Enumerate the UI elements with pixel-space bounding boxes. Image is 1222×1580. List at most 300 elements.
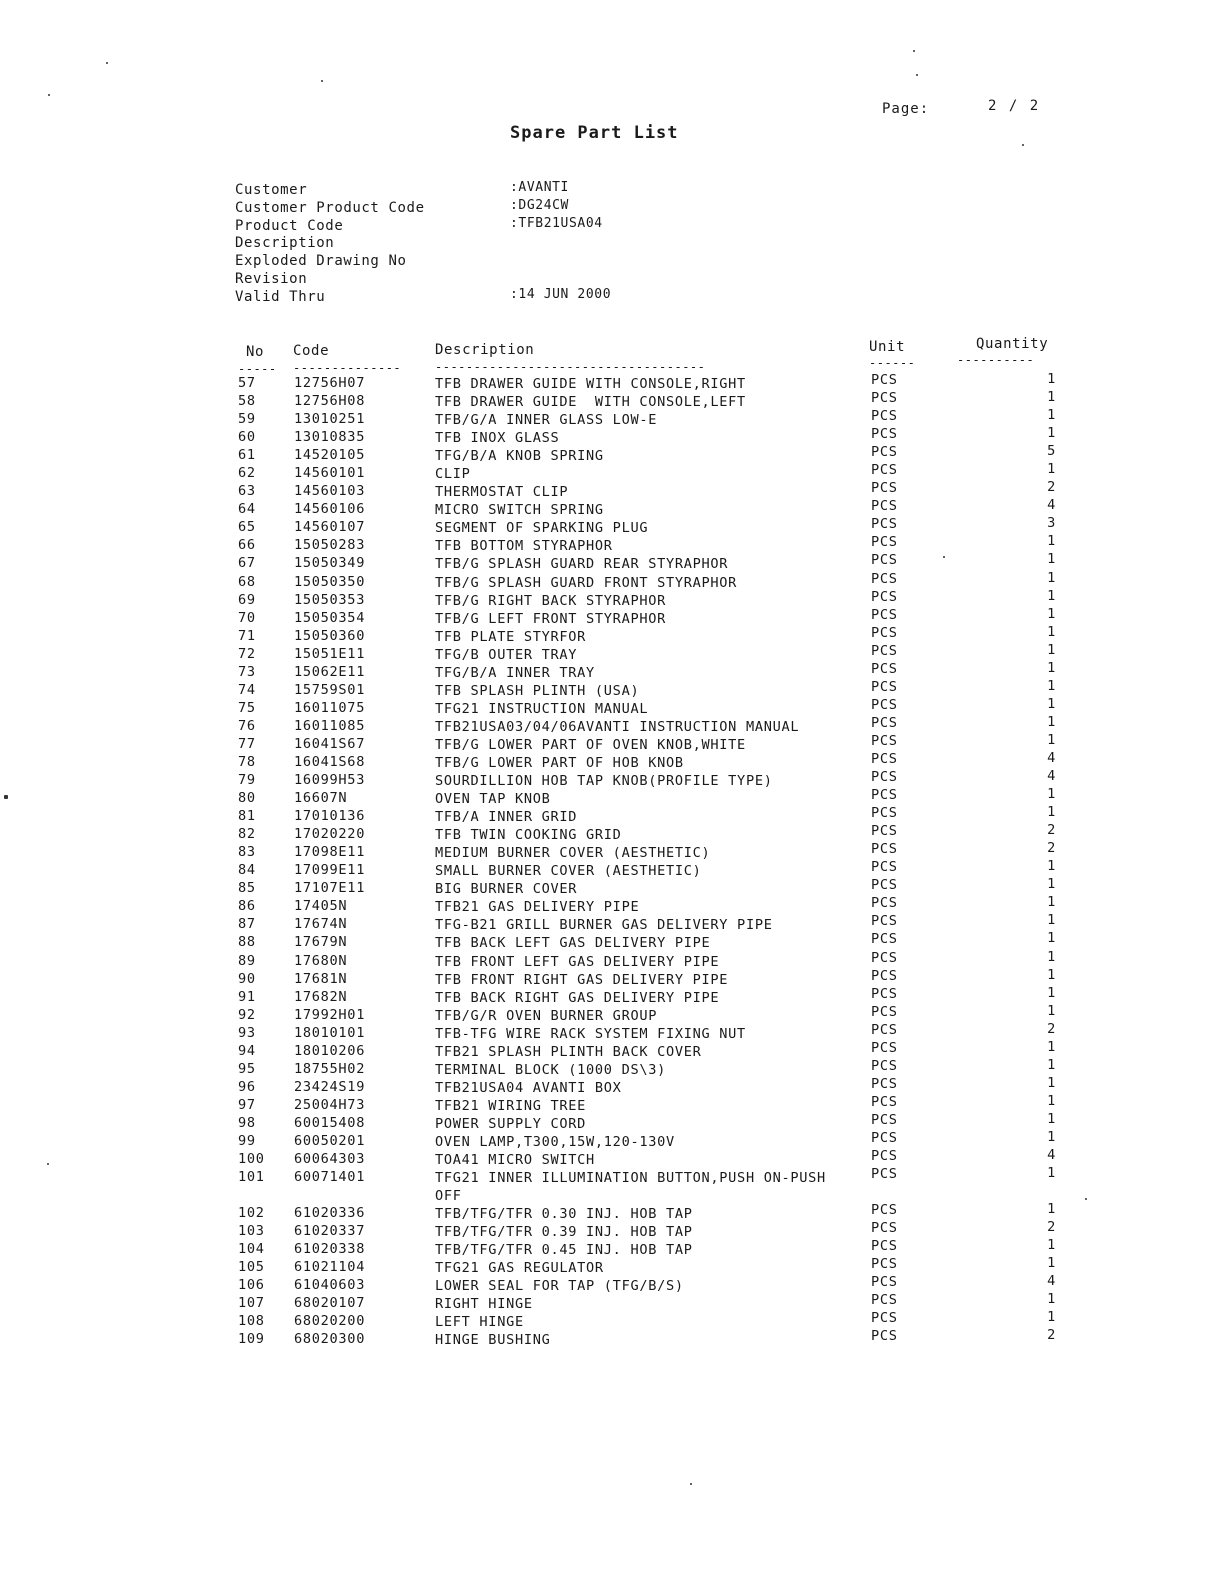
scan-speck bbox=[106, 62, 108, 64]
part-number: 101 bbox=[238, 1169, 265, 1186]
part-number: 105 bbox=[238, 1259, 265, 1276]
part-description: TFB/G/R OVEN BURNER GROUP bbox=[435, 1007, 658, 1024]
part-code: 15051E11 bbox=[294, 645, 366, 662]
part-unit: PCS bbox=[871, 877, 898, 894]
part-code: 61021104 bbox=[294, 1259, 366, 1276]
part-quantity: 1 bbox=[1047, 876, 1056, 893]
part-quantity: 1 bbox=[1047, 1201, 1056, 1218]
part-description: POWER SUPPLY CORD bbox=[435, 1115, 587, 1132]
column-header-no: No bbox=[246, 344, 265, 360]
part-description: TFB/TFG/TFR 0.39 INJ. HOB TAP bbox=[435, 1224, 693, 1241]
part-description: TFB/G RIGHT BACK STYRAPHOR bbox=[435, 592, 666, 609]
part-number: 62 bbox=[238, 465, 256, 482]
header-label: Description bbox=[235, 235, 335, 252]
part-code: 16011075 bbox=[294, 699, 366, 716]
part-number: 86 bbox=[238, 898, 256, 915]
header-rule-no: ----- bbox=[238, 362, 277, 376]
part-unit: PCS bbox=[871, 372, 898, 388]
part-unit: PCS bbox=[871, 1310, 898, 1327]
part-quantity: 4 bbox=[1047, 749, 1056, 766]
part-quantity: 1 bbox=[1047, 894, 1056, 911]
part-quantity: 1 bbox=[1047, 1128, 1056, 1145]
part-code: 18010101 bbox=[294, 1024, 366, 1041]
part-code: 25004H73 bbox=[294, 1096, 366, 1113]
part-unit: PCS bbox=[871, 642, 898, 659]
part-unit: PCS bbox=[871, 426, 898, 443]
part-quantity: 2 bbox=[1047, 479, 1056, 496]
column-header-code: Code bbox=[293, 343, 330, 359]
header-rule-unit: ------ bbox=[869, 356, 916, 370]
part-description: TFB DRAWER GUIDE WITH CONSOLE,LEFT bbox=[435, 394, 746, 411]
part-unit: PCS bbox=[871, 1148, 898, 1165]
part-description: TFB TWIN COOKING GRID bbox=[435, 827, 622, 844]
part-unit: PCS bbox=[871, 1093, 898, 1110]
part-description: TERMINAL BLOCK (1000 DS\3) bbox=[435, 1061, 666, 1078]
part-quantity: 1 bbox=[1047, 371, 1056, 387]
part-quantity: 1 bbox=[1047, 713, 1056, 730]
part-number: 100 bbox=[238, 1151, 265, 1168]
part-number: 87 bbox=[238, 916, 256, 933]
part-quantity: 4 bbox=[1047, 768, 1056, 785]
part-unit: PCS bbox=[871, 1129, 898, 1146]
part-code: 17405N bbox=[294, 898, 348, 915]
header-value: :14 JUN 2000 bbox=[510, 286, 612, 302]
part-quantity: 1 bbox=[1047, 641, 1056, 658]
part-code: 17674N bbox=[294, 916, 348, 933]
part-description: TFB FRONT LEFT GAS DELIVERY PIPE bbox=[435, 953, 720, 970]
part-quantity: 1 bbox=[1047, 1092, 1056, 1109]
part-description: TFB FRONT RIGHT GAS DELIVERY PIPE bbox=[435, 971, 729, 988]
part-code: 17020220 bbox=[294, 826, 366, 843]
part-quantity: 1 bbox=[1047, 389, 1056, 406]
part-description: RIGHT HINGE bbox=[435, 1296, 533, 1313]
part-number: 79 bbox=[238, 772, 256, 789]
part-number: 97 bbox=[238, 1096, 256, 1113]
part-description: SOURDILLION HOB TAP KNOB(PROFILE TYPE) bbox=[435, 773, 773, 790]
table-row bbox=[0, 1327, 1222, 1349]
part-quantity: 1 bbox=[1047, 587, 1056, 604]
part-number: 81 bbox=[238, 808, 256, 825]
part-description: TFB PLATE STYRFOR bbox=[435, 628, 587, 645]
part-unit: PCS bbox=[871, 588, 898, 605]
part-quantity: 1 bbox=[1047, 1110, 1056, 1127]
part-number: 69 bbox=[238, 591, 256, 608]
part-description: TFG21 INNER ILLUMINATION BUTTON,PUSH ON-PUSH OFF bbox=[435, 1170, 826, 1205]
part-code: 15050349 bbox=[294, 555, 366, 572]
part-code: 17099E11 bbox=[294, 862, 366, 879]
part-number: 72 bbox=[238, 645, 256, 662]
part-number: 99 bbox=[238, 1132, 256, 1149]
part-description: TFB BACK RIGHT GAS DELIVERY PIPE bbox=[435, 989, 720, 1006]
part-unit: PCS bbox=[871, 1292, 898, 1309]
part-unit: PCS bbox=[871, 1111, 898, 1128]
part-quantity: 1 bbox=[1047, 677, 1056, 694]
part-description: OVEN TAP KNOB bbox=[435, 791, 551, 808]
part-code: 68020200 bbox=[294, 1313, 366, 1330]
part-unit: PCS bbox=[871, 606, 898, 623]
part-quantity: 1 bbox=[1047, 425, 1056, 442]
part-quantity: 1 bbox=[1047, 1237, 1056, 1254]
part-number: 96 bbox=[238, 1078, 256, 1095]
part-quantity: 1 bbox=[1047, 1038, 1056, 1055]
part-description: TOA41 MICRO SWITCH bbox=[435, 1152, 595, 1169]
part-code: 68020300 bbox=[294, 1331, 366, 1348]
part-number: 103 bbox=[238, 1223, 265, 1240]
page-number: 2 / 2 bbox=[988, 98, 1041, 114]
part-description: SEGMENT OF SPARKING PLUG bbox=[435, 520, 649, 537]
part-code: 17682N bbox=[294, 988, 348, 1005]
part-number: 91 bbox=[238, 988, 256, 1005]
part-description: TFG/B OUTER TRAY bbox=[435, 646, 578, 663]
part-quantity: 1 bbox=[1047, 605, 1056, 622]
part-unit: PCS bbox=[871, 516, 898, 533]
part-number: 64 bbox=[238, 501, 256, 518]
part-unit: PCS bbox=[871, 1220, 898, 1237]
part-unit: PCS bbox=[871, 1274, 898, 1291]
part-unit: PCS bbox=[871, 552, 898, 569]
column-header-unit: Unit bbox=[869, 339, 906, 355]
part-description: TFB/G LOWER PART OF OVEN KNOB,WHITE bbox=[435, 736, 746, 753]
scan-speck bbox=[1085, 1198, 1087, 1200]
part-quantity: 1 bbox=[1047, 930, 1056, 947]
part-code: 60050201 bbox=[294, 1132, 366, 1149]
part-unit: PCS bbox=[871, 714, 898, 731]
part-code: 61020336 bbox=[294, 1205, 366, 1222]
column-header-quantity: Quantity bbox=[976, 336, 1049, 352]
part-unit: PCS bbox=[871, 1039, 898, 1056]
part-quantity: 4 bbox=[1047, 1147, 1056, 1164]
part-unit: PCS bbox=[871, 1021, 898, 1038]
part-quantity: 1 bbox=[1047, 1002, 1056, 1019]
part-unit: PCS bbox=[871, 1256, 898, 1273]
part-code: 68020107 bbox=[294, 1295, 366, 1312]
part-quantity: 4 bbox=[1047, 497, 1056, 514]
part-code: 14560103 bbox=[294, 483, 366, 500]
header-rule-quantity: ---------- bbox=[957, 353, 1035, 367]
part-number: 59 bbox=[238, 411, 256, 428]
part-code: 12756H07 bbox=[294, 375, 366, 391]
part-number: 71 bbox=[238, 627, 256, 644]
scan-speck bbox=[913, 50, 915, 52]
header-rule-code: -------------- bbox=[293, 361, 402, 375]
part-number: 70 bbox=[238, 609, 256, 626]
part-unit: PCS bbox=[871, 949, 898, 966]
part-description: THERMOSTAT CLIP bbox=[435, 484, 569, 501]
part-unit: PCS bbox=[871, 624, 898, 641]
part-code: 17098E11 bbox=[294, 844, 366, 861]
part-code: 60064303 bbox=[294, 1151, 366, 1168]
part-unit: PCS bbox=[871, 1003, 898, 1020]
part-quantity: 1 bbox=[1047, 623, 1056, 640]
part-number: 102 bbox=[238, 1205, 265, 1222]
part-quantity: 1 bbox=[1047, 533, 1056, 550]
part-code: 61020338 bbox=[294, 1241, 366, 1258]
part-number: 63 bbox=[238, 483, 256, 500]
part-number: 78 bbox=[238, 753, 256, 770]
part-unit: PCS bbox=[871, 805, 898, 822]
part-description: MEDIUM BURNER COVER (AESTHETIC) bbox=[435, 845, 711, 862]
part-code: 14560106 bbox=[294, 501, 366, 518]
part-description: TFB SPLASH PLINTH (USA) bbox=[435, 682, 640, 699]
part-number: 80 bbox=[238, 790, 256, 807]
part-code: 17679N bbox=[294, 934, 348, 951]
part-number: 83 bbox=[238, 844, 256, 861]
part-description: TFB/G SPLASH GUARD FRONT STYRAPHOR bbox=[435, 574, 738, 591]
part-description: TFB/G SPLASH GUARD REAR STYRAPHOR bbox=[435, 556, 729, 573]
part-unit: PCS bbox=[871, 823, 898, 840]
part-unit: PCS bbox=[871, 462, 898, 479]
part-number: 90 bbox=[238, 970, 256, 987]
part-code: 17010136 bbox=[294, 808, 366, 825]
part-description: TFB21USA03/04/06AVANTI INSTRUCTION MANUAL bbox=[435, 718, 800, 735]
header-value: :AVANTI bbox=[510, 180, 569, 195]
part-description: OVEN LAMP,T300,15W,120-130V bbox=[435, 1133, 675, 1150]
part-description: SMALL BURNER COVER (AESTHETIC) bbox=[435, 863, 702, 880]
part-number: 107 bbox=[238, 1295, 265, 1312]
part-unit: PCS bbox=[871, 408, 898, 425]
part-code: 18755H02 bbox=[294, 1060, 366, 1077]
table-row bbox=[0, 1165, 1222, 1205]
part-number: 104 bbox=[238, 1241, 265, 1258]
header-label: Customer Product Code bbox=[235, 199, 425, 216]
part-code: 16099H53 bbox=[294, 772, 366, 789]
part-code: 12756H08 bbox=[294, 393, 366, 410]
part-number: 84 bbox=[238, 862, 256, 879]
parts-table bbox=[0, 371, 1222, 1350]
part-unit: PCS bbox=[871, 1238, 898, 1255]
part-code: 16607N bbox=[294, 790, 348, 807]
scan-speck bbox=[690, 1483, 692, 1485]
part-description: TFB/G LOWER PART OF HOB KNOB bbox=[435, 754, 684, 771]
part-quantity: 1 bbox=[1047, 1165, 1056, 1182]
part-number: 106 bbox=[238, 1277, 265, 1294]
part-description: LEFT HINGE bbox=[435, 1314, 524, 1331]
header-label: Customer bbox=[235, 182, 308, 198]
part-description: TFB/G/A INNER GLASS LOW-E bbox=[435, 412, 658, 429]
part-number: 76 bbox=[238, 717, 256, 734]
part-number: 89 bbox=[238, 952, 256, 969]
part-code: 15050283 bbox=[294, 537, 366, 554]
part-unit: PCS bbox=[871, 660, 898, 677]
part-quantity: 2 bbox=[1047, 840, 1056, 857]
part-quantity: 1 bbox=[1047, 1056, 1056, 1073]
part-unit: PCS bbox=[871, 787, 898, 804]
header-rule-description: ----------------------------------- bbox=[435, 360, 706, 374]
part-number: 67 bbox=[238, 555, 256, 572]
part-unit: PCS bbox=[871, 732, 898, 749]
part-number: 57 bbox=[238, 375, 256, 391]
part-quantity: 5 bbox=[1047, 443, 1056, 460]
part-code: 16041S68 bbox=[294, 753, 366, 770]
part-unit: PCS bbox=[871, 985, 898, 1002]
part-quantity: 1 bbox=[1047, 912, 1056, 929]
part-description: TFB21 GAS DELIVERY PIPE bbox=[435, 899, 640, 916]
part-unit: PCS bbox=[871, 895, 898, 912]
part-code: 16041S67 bbox=[294, 735, 366, 752]
part-code: 23424S19 bbox=[294, 1078, 366, 1095]
part-quantity: 1 bbox=[1047, 1255, 1056, 1272]
part-unit: PCS bbox=[871, 769, 898, 786]
part-code: 14520105 bbox=[294, 447, 366, 464]
part-description: TFB/G LEFT FRONT STYRAPHOR bbox=[435, 610, 666, 627]
scan-speck bbox=[916, 74, 918, 76]
part-quantity: 2 bbox=[1047, 1327, 1056, 1344]
part-code: 15050360 bbox=[294, 627, 366, 644]
part-description: TFG21 GAS REGULATOR bbox=[435, 1260, 604, 1277]
part-quantity: 4 bbox=[1047, 1273, 1056, 1290]
part-code: 15050353 bbox=[294, 591, 366, 608]
part-number: 65 bbox=[238, 519, 256, 536]
part-code: 14560107 bbox=[294, 519, 366, 536]
header-label: Exploded Drawing No bbox=[235, 253, 407, 270]
part-quantity: 1 bbox=[1047, 731, 1056, 748]
page-title: Spare Part List bbox=[510, 123, 679, 143]
part-description: TFB21 WIRING TREE bbox=[435, 1097, 587, 1114]
scan-speck bbox=[47, 1163, 49, 1165]
part-code: 13010835 bbox=[294, 429, 366, 446]
part-number: 68 bbox=[238, 573, 256, 590]
part-number: 108 bbox=[238, 1313, 265, 1330]
part-description: BIG BURNER COVER bbox=[435, 881, 578, 898]
part-number: 92 bbox=[238, 1006, 256, 1023]
part-quantity: 1 bbox=[1047, 1074, 1056, 1091]
part-number: 73 bbox=[238, 663, 256, 680]
part-code: 61020337 bbox=[294, 1223, 366, 1240]
part-unit: PCS bbox=[871, 696, 898, 713]
part-unit: PCS bbox=[871, 444, 898, 461]
part-unit: PCS bbox=[871, 967, 898, 984]
part-unit: PCS bbox=[871, 480, 898, 497]
part-number: 75 bbox=[238, 699, 256, 716]
part-description: MICRO SWITCH SPRING bbox=[435, 502, 604, 519]
part-quantity: 1 bbox=[1047, 858, 1056, 875]
part-quantity: 1 bbox=[1047, 461, 1056, 478]
part-unit: PCS bbox=[871, 534, 898, 551]
part-quantity: 2 bbox=[1047, 1020, 1056, 1037]
part-description: TFB/TFG/TFR 0.30 INJ. HOB TAP bbox=[435, 1206, 693, 1223]
part-code: 15759S01 bbox=[294, 681, 366, 698]
header-value: :DG24CW bbox=[510, 197, 569, 213]
part-unit: PCS bbox=[871, 913, 898, 930]
part-number: 85 bbox=[238, 880, 256, 897]
part-description: TFG-B21 GRILL BURNER GAS DELIVERY PIPE bbox=[435, 917, 773, 934]
part-description: TFB/A INNER GRID bbox=[435, 809, 578, 826]
part-code: 16011085 bbox=[294, 717, 366, 734]
part-description: TFB-TFG WIRE RACK SYSTEM FIXING NUT bbox=[435, 1025, 746, 1042]
part-description: TFB BOTTOM STYRAPHOR bbox=[435, 538, 613, 555]
part-unit: PCS bbox=[871, 841, 898, 858]
part-unit: PCS bbox=[871, 390, 898, 407]
part-quantity: 1 bbox=[1047, 551, 1056, 568]
part-number: 98 bbox=[238, 1114, 256, 1131]
page-label: Page: bbox=[882, 101, 930, 117]
part-description: TFB21USA04 AVANTI BOX bbox=[435, 1079, 622, 1096]
scan-speck bbox=[48, 94, 50, 96]
part-quantity: 1 bbox=[1047, 786, 1056, 803]
header-label: Revision bbox=[235, 270, 308, 287]
part-unit: PCS bbox=[871, 750, 898, 767]
part-number: 77 bbox=[238, 735, 256, 752]
part-description: TFB21 SPLASH PLINTH BACK COVER bbox=[435, 1043, 702, 1060]
part-code: 17107E11 bbox=[294, 880, 366, 897]
part-unit: PCS bbox=[871, 1328, 898, 1345]
part-quantity: 1 bbox=[1047, 407, 1056, 424]
part-number: 74 bbox=[238, 681, 256, 698]
part-number: 82 bbox=[238, 826, 256, 843]
part-unit: PCS bbox=[871, 931, 898, 948]
part-quantity: 2 bbox=[1047, 1219, 1056, 1236]
part-description: TFB/TFG/TFR 0.45 INJ. HOB TAP bbox=[435, 1242, 693, 1259]
part-number: 88 bbox=[238, 934, 256, 951]
part-quantity: 1 bbox=[1047, 948, 1056, 965]
part-quantity: 1 bbox=[1047, 804, 1056, 821]
part-code: 17681N bbox=[294, 970, 348, 987]
part-code: 17680N bbox=[294, 952, 348, 969]
part-description: HINGE BUSHING bbox=[435, 1332, 551, 1349]
part-description: CLIP bbox=[435, 466, 471, 483]
part-unit: PCS bbox=[871, 1202, 898, 1219]
header-value: :TFB21USA04 bbox=[510, 215, 603, 231]
part-number: 95 bbox=[238, 1060, 256, 1077]
part-number: 66 bbox=[238, 537, 256, 554]
part-unit: PCS bbox=[871, 570, 898, 587]
scan-speck bbox=[943, 556, 945, 558]
part-description: LOWER SEAL FOR TAP (TFG/B/S) bbox=[435, 1278, 684, 1295]
part-code: 61040603 bbox=[294, 1277, 366, 1294]
part-unit: PCS bbox=[871, 859, 898, 876]
part-code: 13010251 bbox=[294, 411, 366, 428]
part-quantity: 1 bbox=[1047, 966, 1056, 983]
part-number: 109 bbox=[238, 1331, 265, 1348]
part-description: TFB BACK LEFT GAS DELIVERY PIPE bbox=[435, 935, 711, 952]
header-label: Product Code bbox=[235, 217, 344, 234]
part-quantity: 1 bbox=[1047, 659, 1056, 676]
part-number: 58 bbox=[238, 393, 256, 410]
part-quantity: 3 bbox=[1047, 515, 1056, 532]
part-quantity: 1 bbox=[1047, 984, 1056, 1001]
part-unit: PCS bbox=[871, 498, 898, 515]
part-code: 14560101 bbox=[294, 465, 366, 482]
part-number: 94 bbox=[238, 1042, 256, 1059]
part-unit: PCS bbox=[871, 1075, 898, 1092]
part-number: 60 bbox=[238, 429, 256, 446]
part-code: 15062E11 bbox=[294, 663, 366, 680]
header-label: Valid Thru bbox=[235, 288, 326, 305]
part-quantity: 2 bbox=[1047, 822, 1056, 839]
part-description: TFG21 INSTRUCTION MANUAL bbox=[435, 700, 649, 717]
part-code: 17992H01 bbox=[294, 1006, 366, 1023]
scan-speck bbox=[1022, 144, 1024, 146]
part-unit: PCS bbox=[871, 678, 898, 695]
column-header-description: Description bbox=[435, 342, 535, 358]
part-code: 60071401 bbox=[294, 1169, 366, 1186]
part-description: TFB DRAWER GUIDE WITH CONSOLE,RIGHT bbox=[435, 376, 746, 392]
part-number: 61 bbox=[238, 447, 256, 464]
part-description: TFB INOX GLASS bbox=[435, 430, 560, 447]
part-number: 93 bbox=[238, 1024, 256, 1041]
part-code: 60015408 bbox=[294, 1114, 366, 1131]
part-unit: PCS bbox=[871, 1057, 898, 1074]
part-description: TFG/B/A INNER TRAY bbox=[435, 664, 595, 681]
part-code: 15050354 bbox=[294, 609, 366, 626]
scan-speck bbox=[321, 80, 323, 82]
part-code: 18010206 bbox=[294, 1042, 366, 1059]
part-quantity: 1 bbox=[1047, 695, 1056, 712]
part-code: 15050350 bbox=[294, 573, 366, 590]
scan-speck bbox=[4, 795, 8, 799]
part-description: TFG/B/A KNOB SPRING bbox=[435, 448, 604, 465]
part-unit: PCS bbox=[871, 1166, 898, 1183]
